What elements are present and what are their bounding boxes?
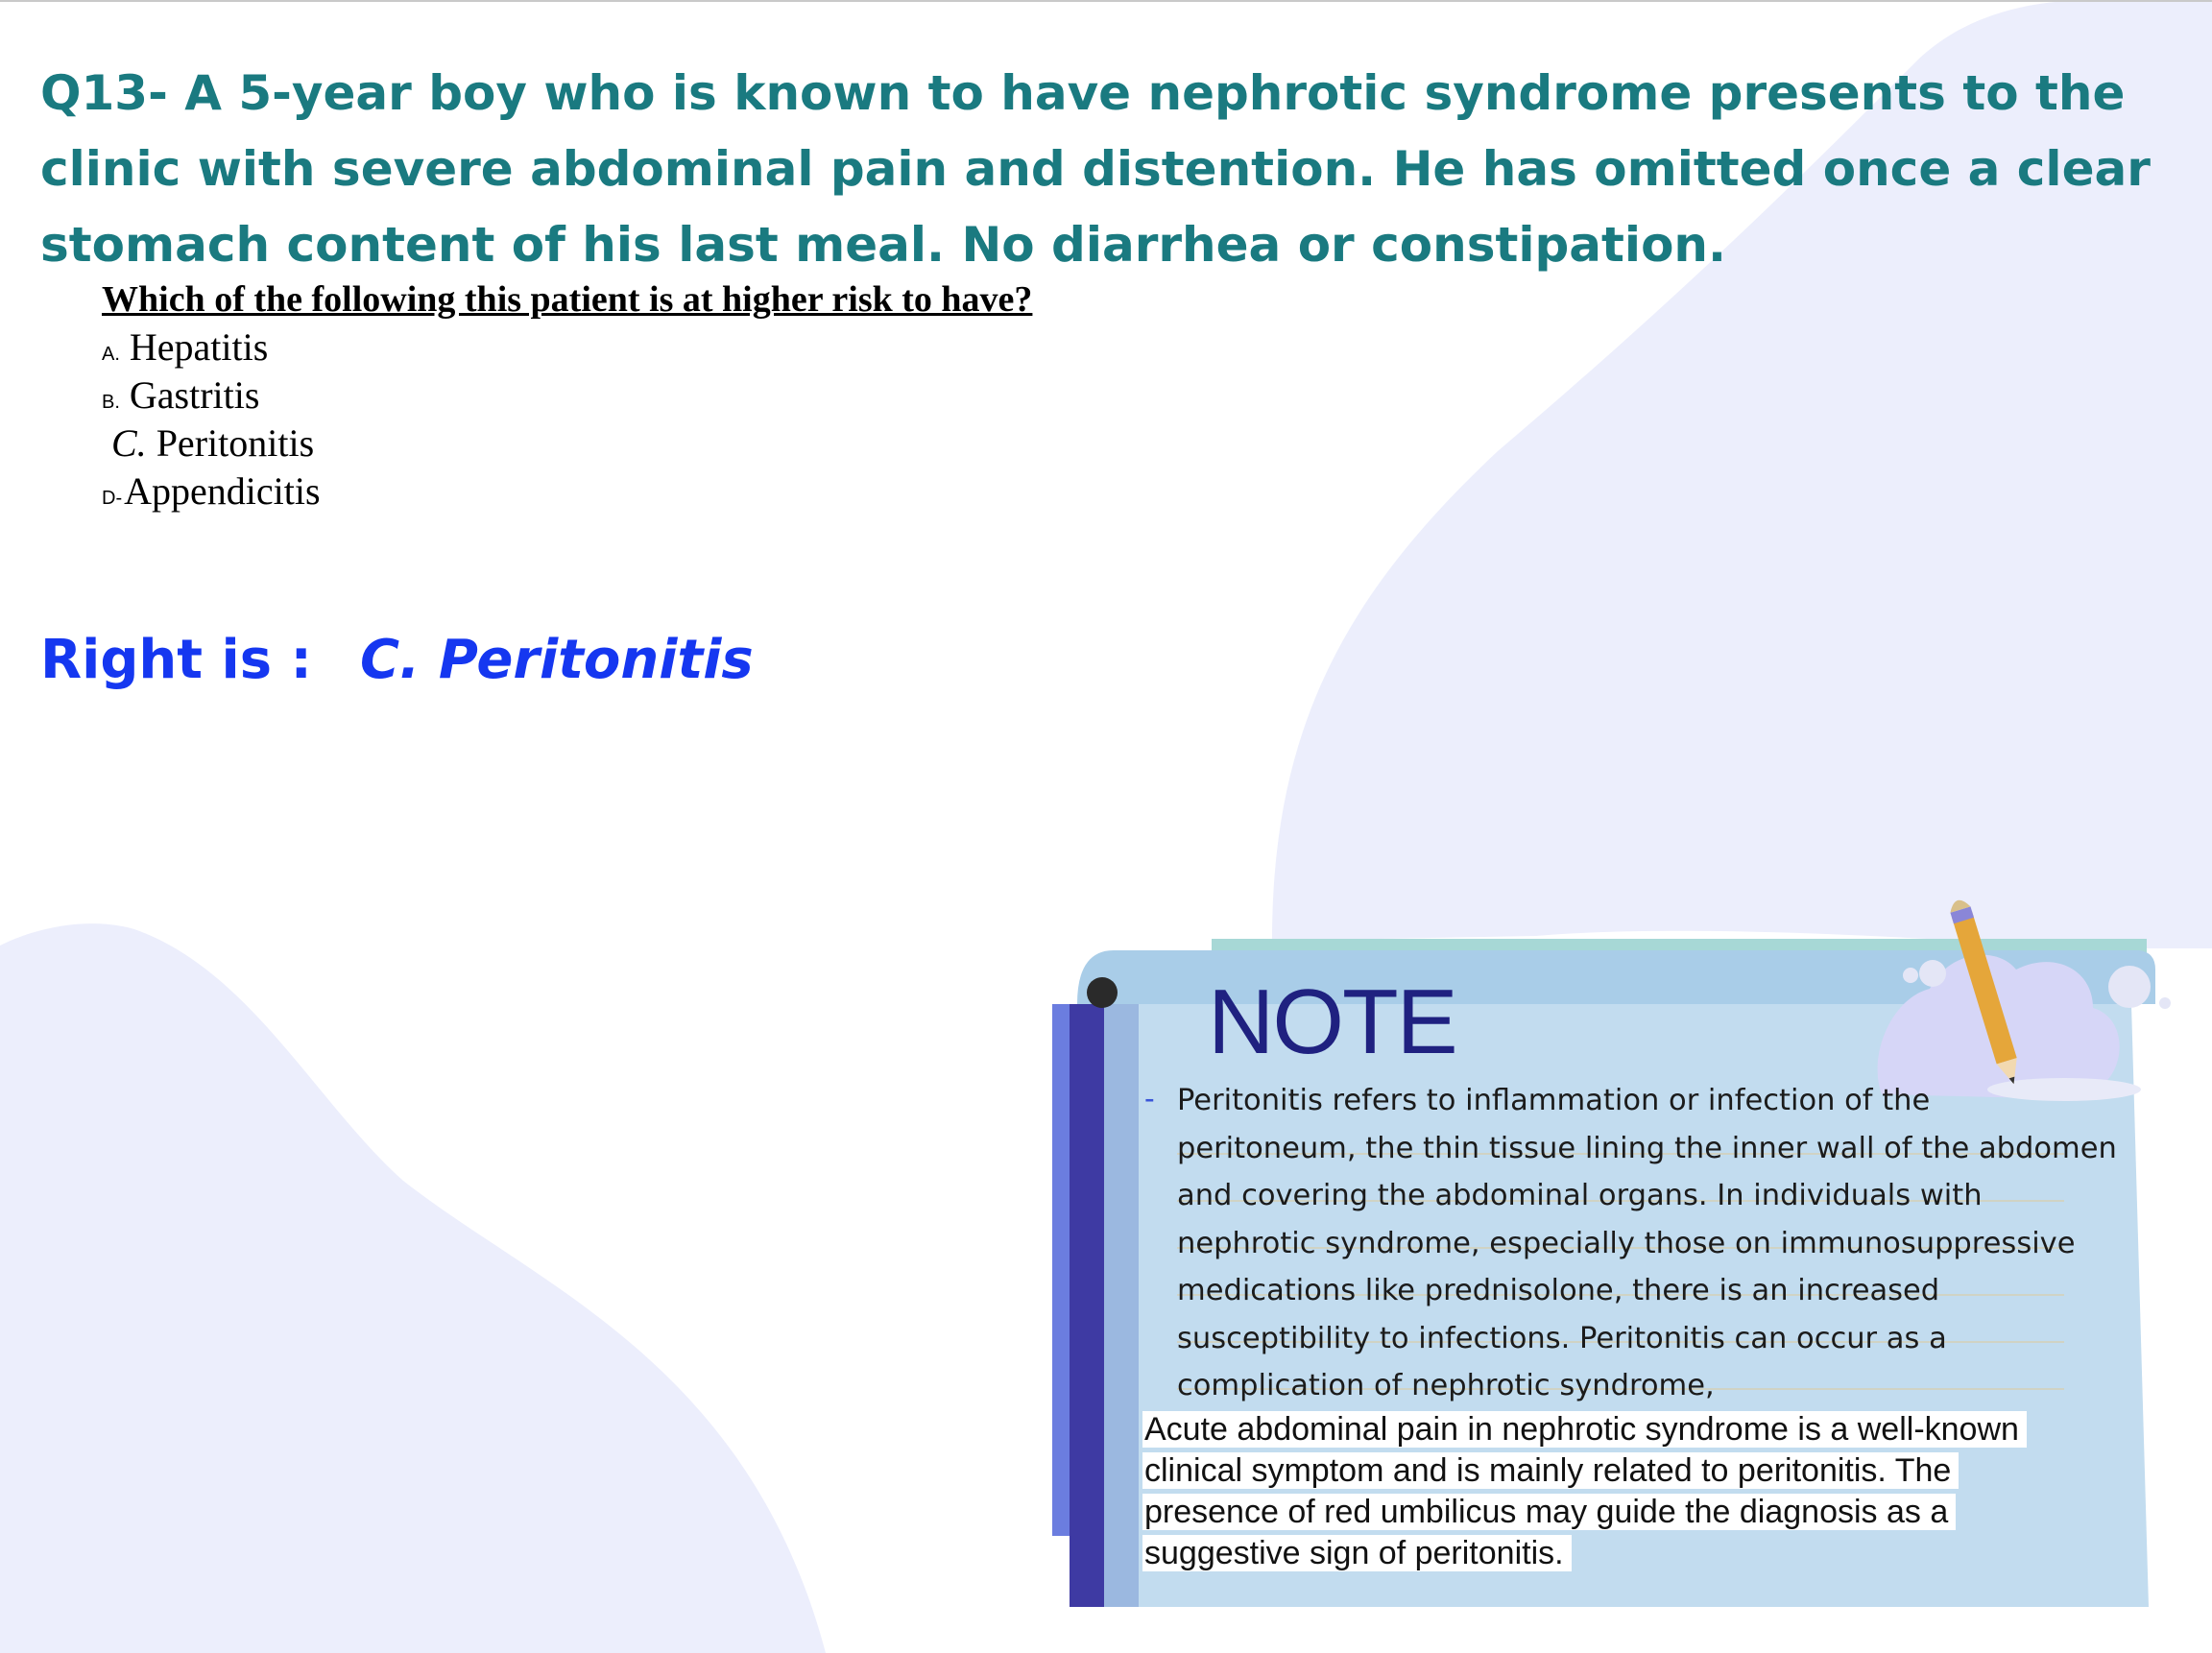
option-c (111, 420, 314, 466)
top-border (0, 0, 2212, 2)
answer-label: Right is : (40, 629, 312, 691)
option-letter: A. (102, 344, 120, 365)
note-bullet: - (1144, 1081, 1155, 1115)
option-letter: D- (102, 488, 123, 509)
option-letter: C. (111, 421, 147, 465)
note-extra-paragraph (1142, 1409, 2083, 1574)
note-text: Peritonitis refers to inflammation or infection of the peritoneum, the thin tissue lining the inner wall of the abdomen and covering the abdominal organs. In individuals with nephrotic syndrome, especially those on immunosuppressive medications like prednisolone, there is an increased susceptibility to infections. Peritonitis can occur as a complication of nephrotic syndrome, (1177, 1084, 2117, 1402)
option-b (102, 372, 259, 418)
option-letter: B. (102, 392, 120, 413)
notebook-ring (1087, 977, 1118, 1008)
option-text: Gastritis (129, 373, 260, 417)
option-d (102, 468, 321, 514)
option-text: Peritonitis (146, 421, 315, 465)
notebook-spine-dark (1070, 1004, 1104, 1607)
option-text: Hepatitis (129, 325, 269, 369)
option-text: Appendicitis (124, 469, 321, 513)
question-text: Q13- A 5-year boy who is known to have nephrotic syndrome presents to the clinic with severe abdominal pain and distention. He has omitted once a clear stomach content of his last meal. No diarrhea or constipation. (40, 65, 2151, 273)
answer-choice: C. Peritonitis (359, 629, 754, 691)
question-prompt: Which of the following this patient is at higher risk to have? (102, 279, 1033, 320)
answer-line (40, 629, 754, 691)
notebook-spine-pages (1104, 1004, 1139, 1607)
note-extra-text: Acute abdominal pain in nephrotic syndrome is a well-known clinical symptom and is mainly related to peritonitis. The presence of red umbilicus may guide the diagnosis as a suggestive sign of peritonitis. (1142, 1411, 2027, 1571)
note-title: NOTE (1208, 970, 1456, 1073)
option-a (102, 324, 268, 370)
background-blob-left (0, 923, 826, 1653)
